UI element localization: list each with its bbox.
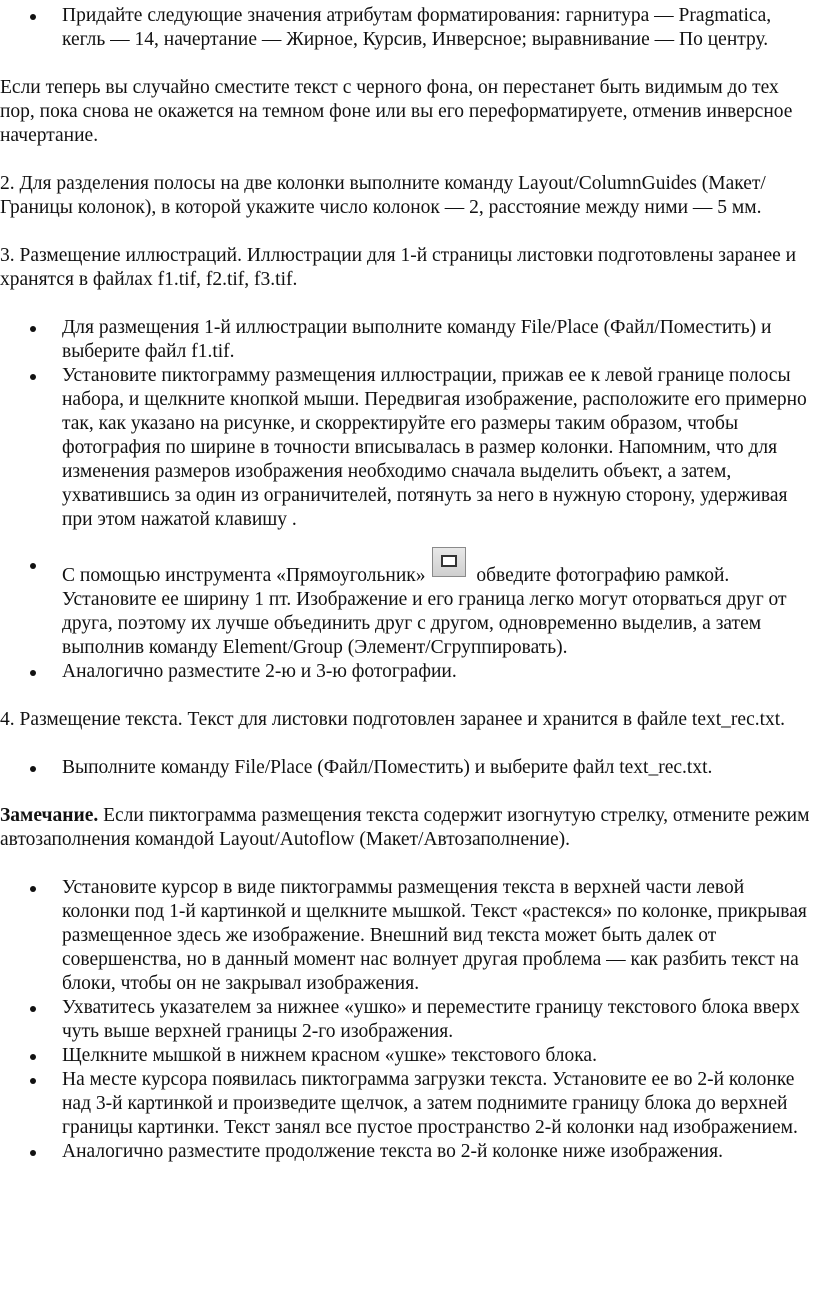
format-attributes-list [0, 4, 816, 52]
list-item: Аналогично разместите продолжение текста во 2-й колонке ниже изображения. [0, 1140, 816, 1164]
text-step-list [0, 756, 816, 780]
list-item: Для размещения 1-й иллюстрации выполните команду File/Place (Файл/Поместить) и выберите файл f1.tif. [0, 316, 816, 364]
note-label: Замечание. [0, 805, 99, 826]
rectangle-tool-icon [432, 547, 466, 577]
bullet-icon [30, 374, 36, 380]
paragraph-text-placement: 4. Размещение текста. Текст для листовки подготовлен заранее и хранится в файле text_rec.txt. [0, 709, 786, 730]
note-paragraph: Замечание. Если пиктограмма размещения текста содержит изогнутую стрелку, отмените режим автозаполнения командой Layout/Autoflow (Макет/Автозаполнение). [0, 805, 810, 850]
list-item: Аналогично разместите 2-ю и 3-ю фотографии. [0, 660, 816, 684]
bullet-icon [30, 1006, 36, 1012]
list-item: Щелкните мышкой в нижнем красном «ушке» текстового блока. [0, 1044, 816, 1068]
bullet-icon [30, 886, 36, 892]
list-item: Ухватитесь указателем за нижнее «ушко» и переместите границу текстового блока вверх чуть выше верхней границы 2-го изображения. [0, 996, 816, 1044]
rectangle-steps-list [0, 553, 816, 684]
paragraph-illustrations: 3. Размещение иллюстраций. Иллюстрации для 1-й страницы листовки подготовлены заранее и хранятся в файлах f1.tif, f2.tif, f3.tif. [0, 245, 797, 290]
final-steps-list [0, 876, 816, 1164]
bullet-icon [30, 1054, 36, 1060]
bullet-icon [30, 1150, 36, 1156]
paragraph-column-guides: 2. Для разделения полосы на две колонки выполните команду Layout/ColumnGuides (Макет/Границы колонок), в которой укажите число колонок — 2, расстояние между ними — 5 мм. [0, 173, 766, 218]
document [0, 4, 816, 1164]
list-item: На месте курсора появилась пиктограмма загрузки текста. Установите ее во 2-й колонке над 3-й картинкой и произведите щелчок, а затем поднимите границу блока до верхней границы картинки. Текст занял все пустое пространство 2-й колонки над изображением. [0, 1068, 816, 1140]
list-item: Установите пиктограмму размещения иллюстрации, прижав ее к левой границе полосы набора, и щелкните кнопкой мыши. Передвигая изображение, расположите его примерно так, как указано на рисунке, и скорректируйте его размеры таким образом, чтобы фотография по ширине в точности вписывалась в размер колонки. Напомним, что для изменения размеров изображения необходимо сначала выделить объект, а затем, ухватившись за один из ограничителей, потянуть за него в нужную сторону, удерживая при этом нажатой клавишу . [0, 364, 816, 532]
paragraph-invisible-text: Если теперь вы случайно сместите текст с черного фона, он перестанет быть видимым до тех пор, пока снова не окажется на темном фоне или вы его переформатируете, отменив инверсное начертание. [0, 77, 793, 146]
bullet-icon [30, 766, 36, 772]
bullet-icon [30, 14, 36, 20]
list-item: Придайте следующие значения атрибутам форматирования: гарнитура — Pragmatica, кегль — 14, начертание — Жирное, Курсив, Инверсное; выравнивание — По центру. [0, 4, 816, 52]
bullet-icon [30, 1078, 36, 1084]
list-item: Установите курсор в виде пиктограммы размещения текста в верхней части левой колонки под 1-й картинкой и щелкните мышкой. Текст «растекся» по колонке, прикрывая размещенное здесь же изображение. Внешний вид текста может быть далек от совершенства, но в данный момент нас волнует другая проблема — как разбить текст на блоки, чтобы он не закрывал изображения. [0, 876, 816, 996]
illustration-steps-list [0, 316, 816, 532]
list-item: Выполните команду File/Place (Файл/Поместить) и выберите файл text_rec.txt. [0, 756, 816, 780]
list-item: С помощью инструмента «Прямоугольник» обведите фотографию рамкой. Установите ее ширину 1 пт. Изображение и его граница легко могут оторваться друг от друга, поэтому их лучше объединить друг с другом, одновременно выделив, а затем выполнив команду Element/Group (Элемент/Сгруппировать). [0, 553, 816, 660]
bullet-icon [30, 670, 36, 676]
bullet-icon [30, 563, 36, 569]
bullet-icon [30, 326, 36, 332]
